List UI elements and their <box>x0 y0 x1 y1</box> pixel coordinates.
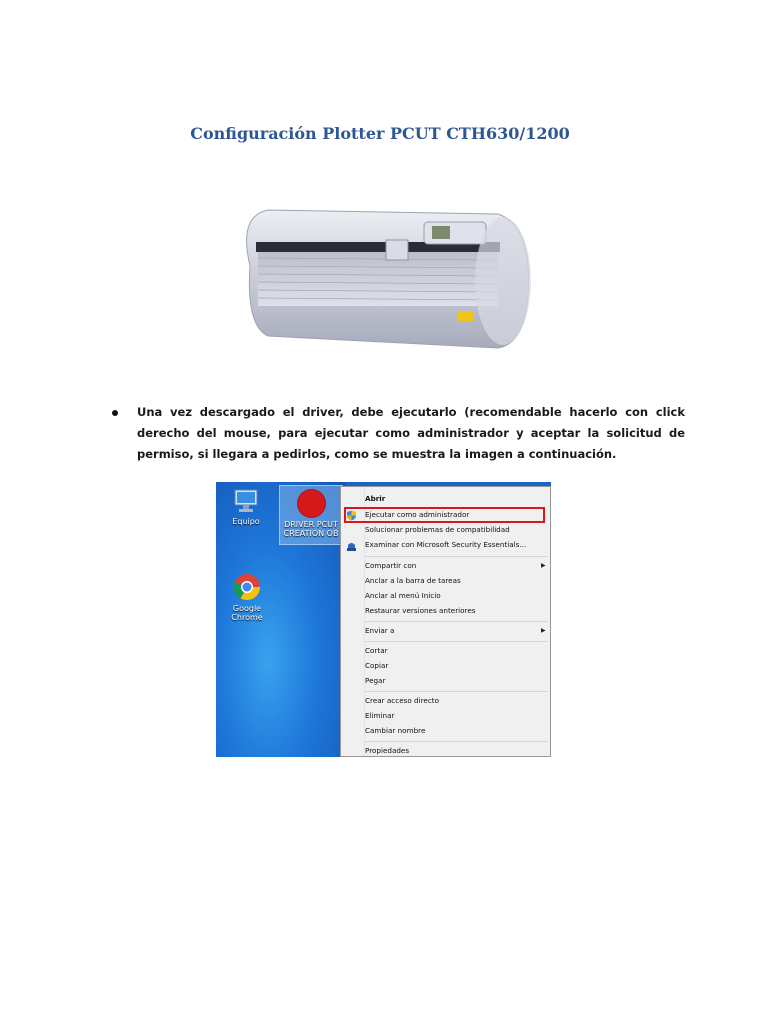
menu-separator <box>365 621 548 622</box>
driver-icon <box>298 490 325 517</box>
desktop-icon-chrome[interactable] <box>218 572 276 622</box>
page-title: Configuración Plotter PCUT CTH630/1200 <box>190 124 570 143</box>
bullet-marker <box>112 410 118 416</box>
highlight-box <box>344 507 545 523</box>
menu-separator <box>365 641 548 642</box>
menu-item-abrir[interactable]: Abrir <box>365 494 386 503</box>
context-menu <box>340 486 551 757</box>
menu-item-pin-taskbar[interactable]: Anclar a la barra de tareas <box>365 576 461 585</box>
desktop-icon-label: Equipo <box>232 517 260 526</box>
menu-separator <box>365 691 548 692</box>
menu-item-pin-start[interactable]: Anclar al menú Inicio <box>365 591 441 600</box>
menu-item-copy[interactable]: Copiar <box>365 661 389 670</box>
menu-item-cut[interactable]: Cortar <box>365 646 388 655</box>
menu-item-properties[interactable]: Propiedades <box>365 746 410 755</box>
desktop-icon-equipo[interactable] <box>226 487 266 526</box>
windows-screenshot <box>216 482 551 757</box>
desktop-icon-label: DRIVER PCUT CREATION OB <box>283 520 339 538</box>
computer-icon <box>232 487 260 515</box>
menu-item-shortcut[interactable]: Crear acceso directo <box>365 696 439 705</box>
menu-item-compatibility[interactable]: Solucionar problemas de compatibilidad <box>365 525 510 534</box>
menu-item-security-scan[interactable]: Examinar con Microsoft Security Essentials... <box>365 540 527 549</box>
desktop-area <box>216 482 346 757</box>
menu-item-run-as-admin[interactable]: Ejecutar como administrador <box>365 510 470 519</box>
submenu-arrow-icon: ▶ <box>541 563 546 569</box>
desktop-icon-driver[interactable] <box>279 485 343 545</box>
menu-item-paste[interactable]: Pegar <box>365 676 386 685</box>
desktop-icon-label: Google Chrome <box>231 604 263 622</box>
menu-item-restore[interactable]: Restaurar versiones anteriores <box>365 606 476 615</box>
submenu-arrow-icon: ▶ <box>541 628 546 634</box>
security-essentials-icon <box>346 541 357 552</box>
instruction-paragraph: Una vez descargado el driver, debe ejecutarlo (recomendable hacerlo con click derecho del mouse, para ejecutar como administrador y aceptar la solicitud de permiso, si llegara a pedirlos, como se muestra la imagen a continuación. <box>137 405 685 461</box>
plotter-image <box>228 196 534 356</box>
menu-icon-strip <box>341 487 365 756</box>
menu-item-compartir[interactable]: Compartir con <box>365 561 417 570</box>
menu-item-delete[interactable]: Eliminar <box>365 711 395 720</box>
menu-item-send-to[interactable]: Enviar a <box>365 626 395 635</box>
menu-item-rename[interactable]: Cambiar nombre <box>365 726 426 735</box>
menu-separator <box>365 741 548 742</box>
chrome-icon <box>232 572 262 602</box>
menu-separator <box>365 556 548 557</box>
